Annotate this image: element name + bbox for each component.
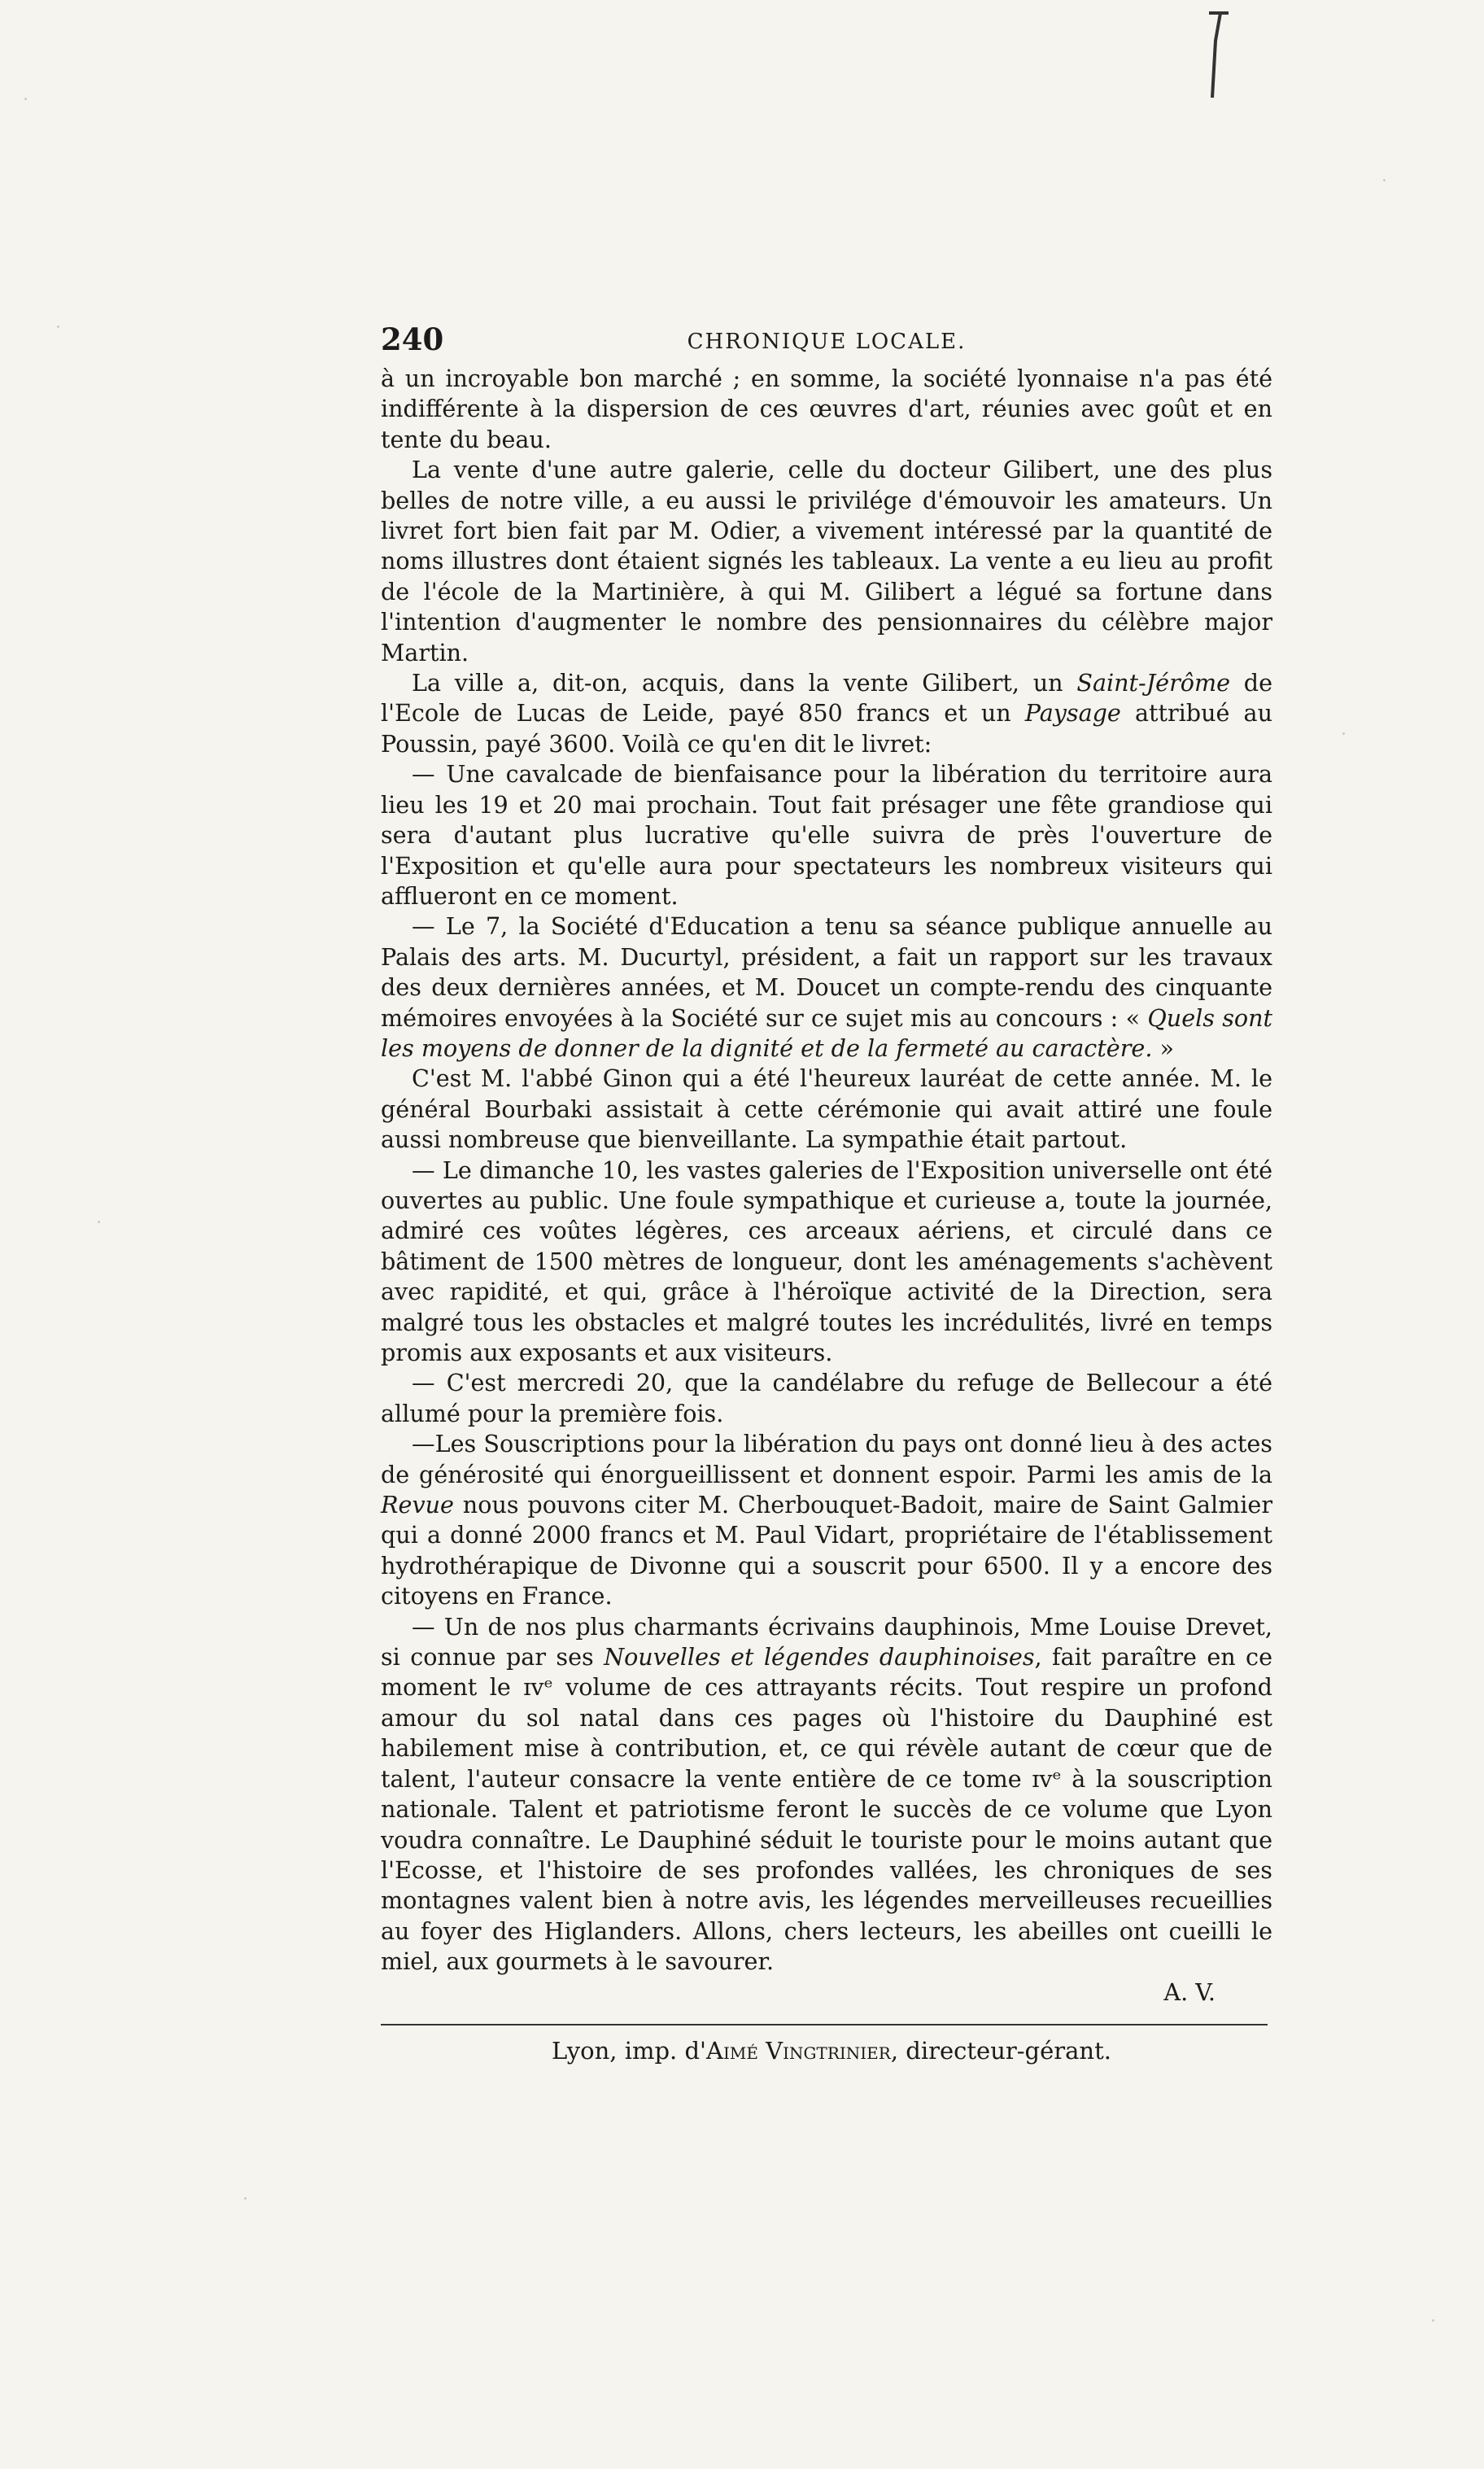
paragraph (381, 1612, 1272, 1977)
book-title: Nouvelles et légendes dauphinoises (604, 1643, 1035, 1671)
footer-rule (381, 2024, 1268, 2025)
book-page (381, 321, 1272, 2065)
paper-speck (24, 98, 27, 100)
paragraph (381, 911, 1272, 1064)
paragraph-text: — Un de nos plus charmants écrivains dauphinois, Mme Louise Drevet, si connue par ses (381, 1612, 1272, 1671)
paragraph (381, 668, 1272, 759)
contest-question: Quels sont les moyens de donner de la dignité et de la fermeté au caractère. (381, 1003, 1273, 1062)
paragraph-text: — Une cavalcade de bienfaisance pour la libération du territoire aura lieu les 19 et 20 mai prochain. Tout fait présager une fête grandiose qui sera d'autant plus lucrative qu'elle suivra de près l'ouverture de l'Exposition et qu'elle aura pour spectateurs les nombreux visiteurs qui afflueront en ce moment. (381, 760, 1272, 910)
paragraph (381, 364, 1272, 455)
imprint-prefix: Lyon, imp. d' (552, 2036, 707, 2065)
corner-ink-mark (1204, 8, 1237, 106)
paragraph-text: — Le dimanche 10, les vastes galeries de l'Exposition universelle ont été ouvertes au public. Une foule sympathique et curieuse a, toute la journée, admiré ces voûtes légères, ces arceaux aériens, et circulé dans ce bâtiment de 1500 mètres de longueur, dont les aménagements s'achèvent avec rapidité, et qui, grâce à l'héroïque activité de la Direction, sera malgré tous les obstacles et malgré toutes les incrédulités, livré en temps promis aux exposants et aux visiteurs. (381, 1156, 1272, 1366)
paper-speck (1342, 732, 1345, 735)
publication-title: Revue (381, 1491, 454, 1519)
page-header (381, 321, 1272, 364)
paragraph-text: — C'est mercredi 20, que la candélabre du refuge de Bellecour a été allumé pour la première fois. (381, 1369, 1272, 1427)
ink-stroke-icon (1204, 8, 1237, 106)
paragraph-text: attribué au Poussin, payé 3600. Voilà ce qu'en dit le livret: (381, 699, 1272, 758)
paper-speck (98, 1221, 100, 1223)
imprint-suffix: , directeur-gérant. (890, 2036, 1111, 2065)
author-signature: A. V. (1163, 1977, 1216, 2006)
paper-speck (1432, 2319, 1434, 2322)
paragraph (381, 455, 1272, 668)
page-number: 240 (381, 321, 444, 357)
paragraph (381, 1429, 1272, 1611)
paragraph-text: —Les Souscriptions pour la libération du pays ont donné lieu à des actes de générosité qui énorgueillissent et donnent espoir. Parmi les amis de la (381, 1430, 1272, 1488)
paragraph-text: , fait paraître en ce moment le ɪᴠᵉ volume de ces attrayants récits. Tout respire un profond amour du sol natal dans ces pages où l'histoire du Dauphiné est habilement mise à contribution, et, ce qui révèle autant de cœur que de talent, l'auteur consacre la vente entière de ce tome ɪᴠᵉ à la souscription nationale. Talent et patriotisme feront le succès de ce volume que Lyon voudra connaître. Le Dauphiné séduit le touriste pour le moins autant que l'Ecosse, et l'histoire de ses profondes vallées, les chroniques de ses montagnes valent bien à notre avis, les légendes merveilleuses recueillies au foyer des Higlanders. Allons, chers lecteurs, les abeilles ont cueilli le miel, aux gourmets à le savourer. (381, 1643, 1272, 1976)
paragraph-text: nous pouvons citer M. Cherbouquet-Badoit, maire de Saint Galmier qui a donné 2000 francs et M. Paul Vidart, propriétaire de l'établissement hydrothérapique de Divonne qui a souscrit pour 6500. Il y a encore des citoyens en France. (381, 1491, 1272, 1610)
paper-speck (57, 326, 59, 328)
paragraph-text: de l'Ecole de Lucas de Leide, payé 850 francs et un (381, 669, 1272, 728)
paragraph-text: La ville a, dit-on, acquis, dans la vente Gilibert, un (412, 669, 1077, 697)
paper-speck (244, 2197, 247, 2200)
artwork-title: Paysage (1024, 699, 1121, 728)
running-title: CHRONIQUE LOCALE. (687, 330, 967, 354)
paragraph (381, 1064, 1272, 1155)
paragraph (381, 1368, 1272, 1429)
printer-imprint (381, 2037, 1272, 2065)
paragraph-text: La vente d'une autre galerie, celle du docteur Gilibert, une des plus belles de notre ville, a eu aussi le privilége d'émouvoir les amateurs. Un livret fort bien fait par M. Odier, a vivement intéressé par la quantité de noms illustres dont étaient signés les tableaux. La vente a eu lieu au profit de l'école de la Martinière, à qui M. Gilibert a légué sa fortune dans l'intention d'augmenter le nombre des pensionnaires du célèbre major Martin. (381, 456, 1272, 666)
paragraph-text: C'est M. l'abbé Ginon qui a été l'heureux lauréat de cette année. M. le général Bourbaki assistait à cette cérémonie qui avait attiré une foule aussi nombreuse que bienveillante. La sympathie était partout. (381, 1064, 1272, 1154)
paragraph-text: — Le 7, la Société d'Education a tenu sa séance publique annuelle au Palais des arts. M. Ducurtyl, président, a fait un rapport sur les travaux des deux dernières années, et M. Doucet un compte-rendu des cinquante mémoires envoyées à la Société sur ce sujet mis au concours : « (381, 912, 1272, 1032)
paragraph (381, 1156, 1272, 1369)
paragraph (381, 759, 1272, 911)
artwork-title: Saint-Jérôme (1076, 669, 1231, 697)
printer-name: Aimé Vingtrinier (706, 2036, 891, 2065)
paragraph-text: » (1152, 1033, 1175, 1062)
article-body (381, 364, 1272, 2008)
paragraph-text: à un incroyable bon marché ; en somme, la société lyonnaise n'a pas été indifférente à la dispersion de ces œuvres d'art, réunies avec goût et en tente du beau. (381, 365, 1272, 453)
paper-speck (1383, 179, 1386, 181)
